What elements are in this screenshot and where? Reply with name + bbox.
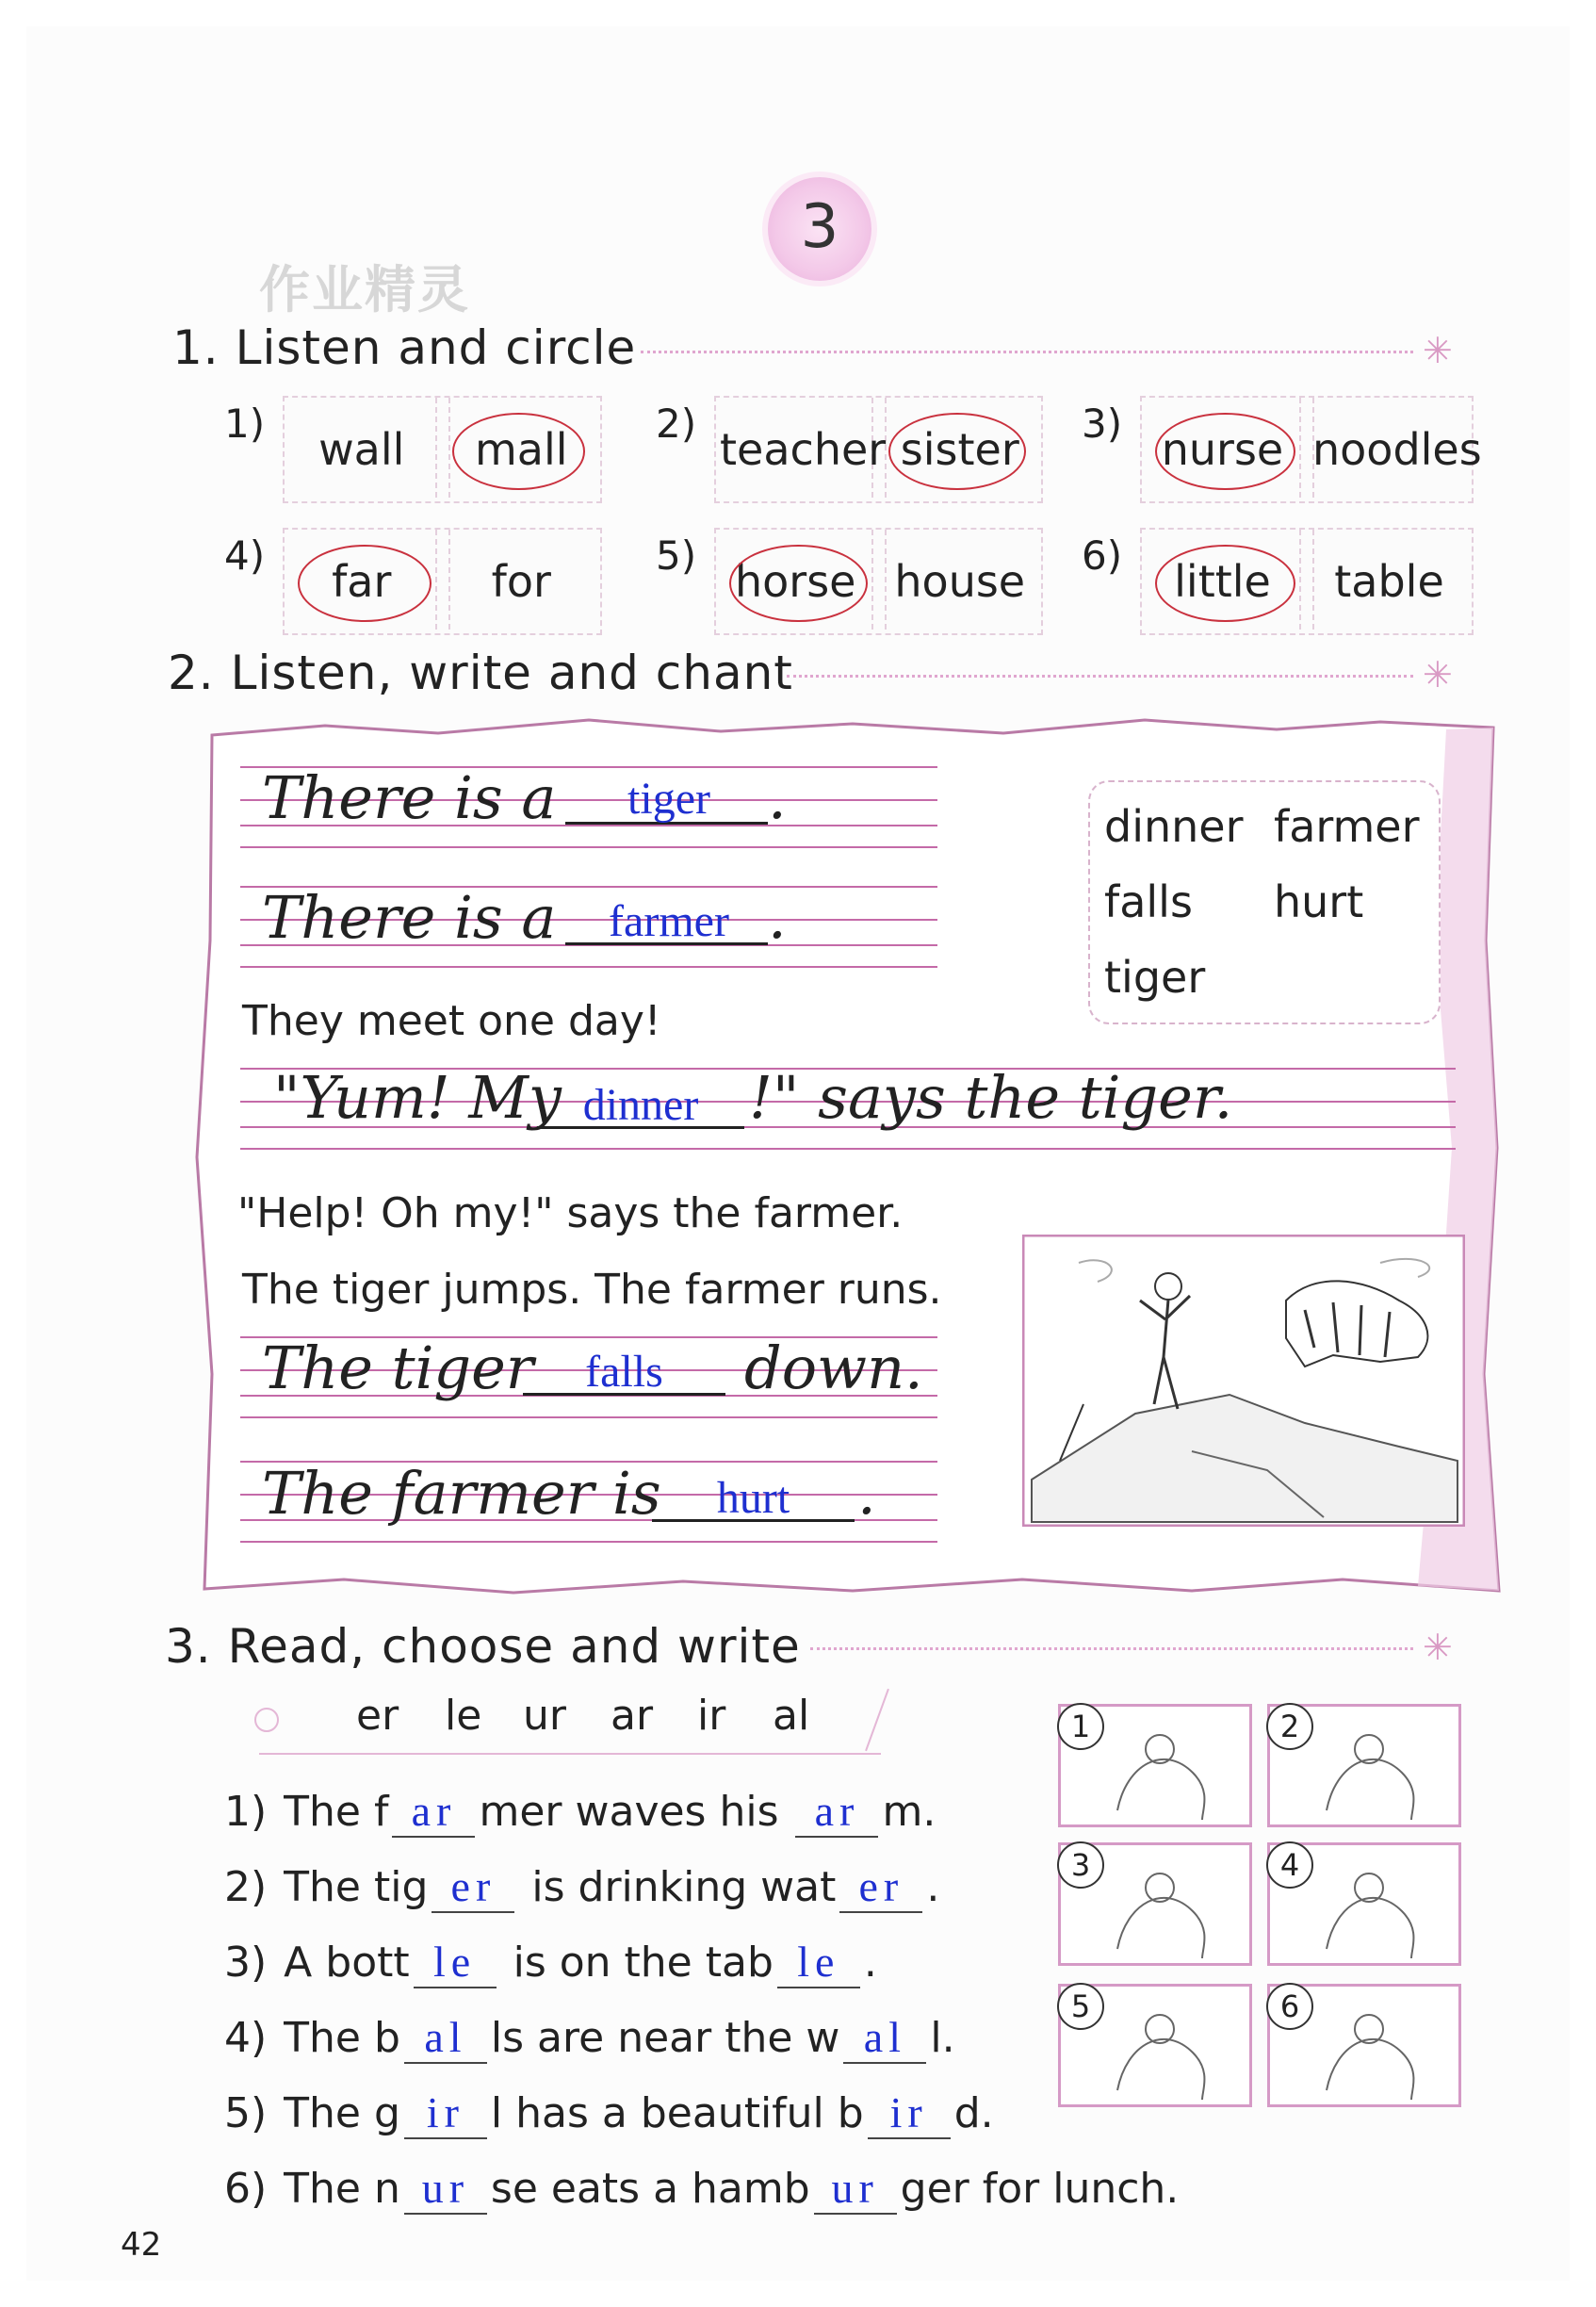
page-number: 42: [121, 2226, 162, 2264]
letter-option: al: [773, 1692, 810, 1740]
chant-line8-end: .: [857, 1459, 876, 1528]
word-pair-cell: [714, 396, 1043, 503]
picture-number: 3: [1057, 1841, 1104, 1889]
sentence-text: l has a beautiful b: [490, 2089, 864, 2137]
section2-divider: [787, 675, 1413, 678]
sentence-text: The g: [284, 2089, 400, 2137]
chant-line8-text: The farmer is: [262, 1459, 661, 1528]
item-number: 6): [1082, 532, 1123, 579]
sentence-row: [224, 1861, 939, 1913]
sentence-text: mer waves his: [479, 1788, 792, 1836]
watermark-logo: 作业精灵: [259, 260, 470, 319]
letter-option: er: [356, 1692, 399, 1740]
chant-answer-3: dinner: [582, 1080, 699, 1130]
answer-circle: [452, 413, 586, 490]
picture-number: 2: [1266, 1703, 1313, 1750]
section3-divider: [810, 1647, 1413, 1650]
answer-blank[interactable]: le: [414, 1937, 497, 1988]
chant-line6: The tiger jumps. The farmer runs.: [242, 1266, 942, 1314]
sentence-row: [224, 1786, 936, 1838]
sentence-number: 2): [224, 1863, 268, 1911]
answer-blank[interactable]: ar: [795, 1786, 878, 1838]
word-option[interactable]: horse: [735, 556, 856, 607]
answer-blank[interactable]: ur: [404, 2163, 487, 2215]
chant-answer-4: falls: [585, 1347, 663, 1397]
sentence-text: l.: [930, 2014, 955, 2062]
answer-blank[interactable]: er: [839, 1861, 922, 1913]
chant-line1-text: There is a: [262, 763, 557, 832]
item-number: 3): [1082, 401, 1123, 447]
sentence-text: .: [863, 1939, 877, 1987]
answer-blank[interactable]: ur: [814, 2163, 897, 2215]
word-bank-item: falls: [1104, 876, 1193, 927]
star-icon: ✳: [1423, 654, 1453, 695]
word-bank-item: dinner: [1104, 801, 1244, 852]
letter-option: ar: [611, 1692, 654, 1740]
word-pair-cell: [1140, 396, 1482, 503]
picture-4: [1267, 1842, 1461, 1966]
chant-answer-5: hurt: [716, 1473, 790, 1523]
picture-2: [1267, 1704, 1461, 1827]
sentence-number: 5): [224, 2089, 268, 2137]
sentence-text: m.: [882, 1788, 936, 1836]
sentence-number: 3): [224, 1939, 268, 1987]
chant-line7-text: The tiger: [262, 1333, 534, 1402]
sentence-text: ls are near the w: [490, 2014, 840, 2062]
star-icon: ✳: [1423, 330, 1453, 371]
star-icon: ✳: [1423, 1627, 1453, 1668]
word-option[interactable]: sister: [900, 424, 1019, 475]
section2-title: 2. Listen, write and chant: [168, 646, 793, 700]
word-option[interactable]: table: [1334, 556, 1444, 607]
picture-number: 4: [1266, 1841, 1313, 1889]
chant-line5: "Help! Oh my!" says the farmer.: [237, 1189, 904, 1237]
answer-circle: [298, 545, 432, 622]
sentence-row: [224, 2087, 994, 2139]
sentence-text: d.: [953, 2089, 994, 2137]
sentence-text: The b: [284, 2014, 400, 2062]
word-option[interactable]: for: [491, 556, 551, 607]
word-option[interactable]: noodles: [1312, 424, 1482, 475]
picture-5: [1058, 1984, 1252, 2107]
picture-1: [1058, 1704, 1252, 1827]
word-bank-item: farmer: [1274, 801, 1420, 852]
word-pair-cell: [1140, 528, 1474, 635]
word-pair-cell: [283, 528, 602, 635]
answer-blank[interactable]: le: [777, 1937, 860, 1988]
sentence-text: The tig: [284, 1863, 429, 1911]
sentence-number: 4): [224, 2014, 268, 2062]
answer-blank[interactable]: ar: [392, 1786, 475, 1838]
item-number: 5): [656, 532, 697, 579]
tiger-farmer-illustration: [1022, 1235, 1465, 1527]
chant-line3: They meet one day!: [242, 997, 661, 1045]
answer-blank[interactable]: al: [404, 2012, 487, 2064]
options-underline: [259, 1753, 881, 1755]
section1-title: 1. Listen and circle: [172, 320, 637, 375]
letter-option: ur: [523, 1692, 566, 1740]
chant-answer-2: farmer: [609, 896, 729, 946]
answer-circle: [888, 413, 1027, 490]
word-bank-item: hurt: [1274, 876, 1364, 927]
section3-title: 3. Read, choose and write: [165, 1619, 801, 1674]
picture-number: 1: [1057, 1703, 1104, 1750]
word-bank-item: tiger: [1104, 952, 1206, 1003]
chant-line7-end: down.: [744, 1333, 923, 1402]
item-number: 1): [224, 401, 266, 447]
letter-option: ir: [697, 1692, 726, 1740]
chant-line1-end: .: [768, 763, 787, 832]
picture-number: 5: [1057, 1983, 1104, 2030]
sentence-text: The n: [284, 2165, 400, 2213]
word-pair-cell: [283, 396, 602, 503]
word-option[interactable]: little: [1174, 556, 1271, 607]
sentence-row: [224, 1937, 877, 1988]
sentence-row: [224, 2012, 955, 2064]
answer-blank[interactable]: ir: [404, 2087, 487, 2139]
sentence-text: .: [926, 1863, 940, 1911]
chant-answer-1: tiger: [627, 774, 710, 824]
word-pair-cell: [714, 528, 1043, 635]
letter-option: le: [445, 1692, 482, 1740]
word-option[interactable]: house: [894, 556, 1026, 607]
sentence-number: 6): [224, 2165, 268, 2213]
sentence-text: A bott: [284, 1939, 410, 1987]
chant-line2-text: There is a: [262, 883, 557, 952]
chant-line4-end: !" says the tiger.: [749, 1063, 1233, 1132]
unit-number: 3: [800, 192, 839, 262]
chant-line2-end: .: [768, 883, 787, 952]
sentence-text: is drinking wat: [518, 1863, 837, 1911]
word-option[interactable]: mall: [474, 424, 568, 475]
picture-number: 6: [1266, 1983, 1313, 2030]
word-option[interactable]: teacher: [720, 424, 887, 475]
answer-circle: [1155, 413, 1295, 490]
word-option[interactable]: far: [332, 556, 392, 607]
answer-circle: [729, 545, 868, 622]
word-option[interactable]: nurse: [1161, 424, 1284, 475]
answer-blank[interactable]: ir: [868, 2087, 951, 2139]
section1-divider: [641, 351, 1413, 353]
sentence-text: ger for lunch.: [900, 2165, 1180, 2213]
answer-circle: [1155, 545, 1295, 622]
picture-6: [1267, 1984, 1461, 2107]
sentence-text: The f: [284, 1788, 389, 1836]
sentence-number: 1): [224, 1788, 268, 1836]
sentence-text: is on the tab: [499, 1939, 774, 1987]
swirl-icon: [254, 1708, 279, 1732]
item-number: 4): [224, 532, 266, 579]
item-number: 2): [656, 401, 697, 447]
chant-line4-text: "Yum! My: [273, 1063, 562, 1132]
answer-blank[interactable]: al: [843, 2012, 926, 2064]
sentence-row: [224, 2163, 1179, 2215]
answer-blank[interactable]: er: [432, 1861, 514, 1913]
sentence-text: se eats a hamb: [490, 2165, 810, 2213]
word-option[interactable]: wall: [318, 424, 405, 475]
picture-3: [1058, 1842, 1252, 1966]
